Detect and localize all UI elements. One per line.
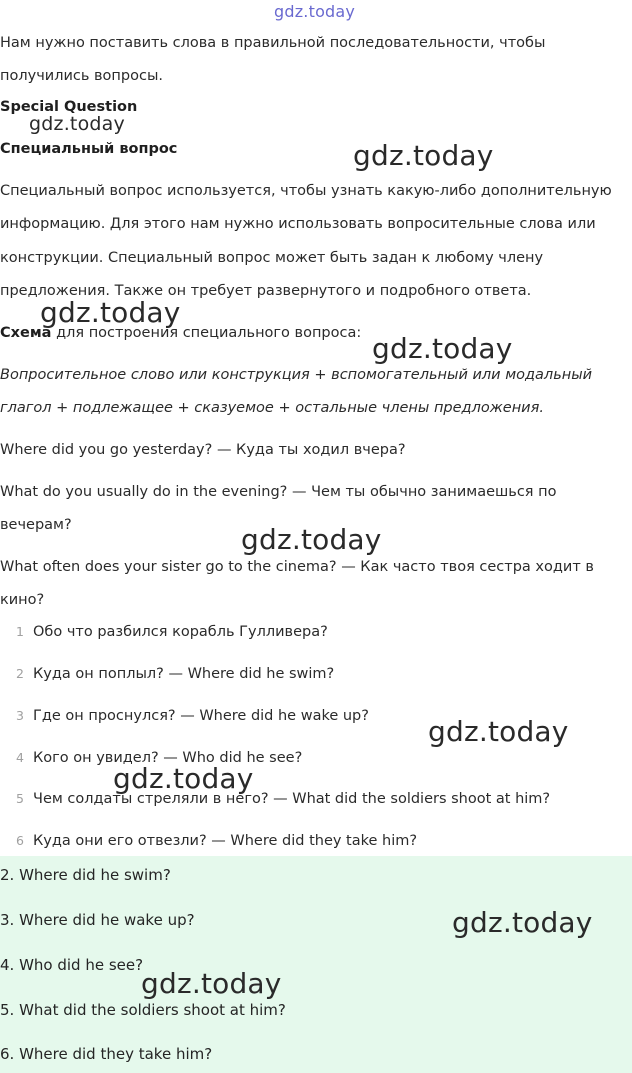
list-number: 5 [16, 791, 24, 806]
answer-item: 3. Where did he wake up? [0, 911, 195, 929]
watermark-1: gdz.today [29, 113, 125, 135]
answer-item: 5. What did the soldiers shoot at him? [0, 1001, 286, 1019]
desc-line-1: Специальный вопрос используется, чтобы узнать какую-либо дополнительную [0, 183, 612, 199]
example-2-line-2: вечерам? [0, 517, 72, 533]
example-2-line-1: What do you usually do in the evening? — Чем ты обычно занимаешься по [0, 484, 557, 500]
answer-item: 4. Who did he see? [0, 956, 144, 974]
desc-line-4: предложения. Также он требует развернутого и подробного ответа. [0, 283, 532, 299]
watermark-3: gdz.today [40, 296, 181, 329]
list-number: 2 [16, 666, 24, 681]
formula-line-1: Вопросительное слово или конструкция + вспомогательный или модальный [0, 367, 593, 383]
list-number: 3 [16, 708, 24, 723]
list-text: Обо что разбился корабль Гулливера? [33, 624, 328, 640]
watermark-8: gdz.today [452, 906, 593, 939]
watermark-2: gdz.today [353, 139, 494, 172]
list-text: Где он проснулся? — Where did he wake up? [33, 708, 369, 724]
answer-item: 2. Where did he swim? [0, 866, 171, 884]
list-text: Куда он поплыл? — Where did he swim? [33, 666, 335, 682]
list-text: Чем солдаты стреляли в него? — What did the soldiers shoot at him? [33, 791, 551, 807]
intro-line-2: получились вопросы. [0, 68, 164, 84]
scheme-label: Схема [0, 325, 52, 341]
watermark-5: gdz.today [241, 523, 382, 556]
example-3-line-2: кино? [0, 592, 45, 608]
watermark-4: gdz.today [372, 332, 513, 365]
list-number: 6 [16, 833, 24, 848]
formula-line-2: глагол + подлежащее + сказуемое + остальные члены предложения. [0, 400, 544, 416]
heading-special-question-ru: Специальный вопрос [0, 141, 178, 157]
list-number: 4 [16, 750, 24, 765]
watermark-6: gdz.today [428, 715, 569, 748]
scheme-line [0, 317, 361, 350]
watermark-9: gdz.today [141, 967, 282, 1000]
desc-line-3: конструкции. Специальный вопрос может быть задан к любому члену [0, 250, 544, 266]
list-text: Куда они его отвезли? — Where did they take him? [33, 833, 418, 849]
heading-special-question-en: Special Question [0, 99, 138, 115]
example-3-line-1: What often does your sister go to the cinema? — Как часто твоя сестра ходит в [0, 559, 594, 575]
intro-line-1: Нам нужно поставить слова в правильной последовательности, чтобы [0, 35, 546, 51]
desc-line-2: информацию. Для этого нам нужно использовать вопросительные слова или [0, 216, 596, 232]
answer-item: 6. Where did they take him? [0, 1045, 213, 1063]
example-1: Where did you go yesterday? — Куда ты ходил вчера? [0, 442, 406, 458]
scheme-rest: для построения специального вопроса: [51, 325, 362, 341]
list-text: Кого он увидел? — Who did he see? [33, 750, 303, 766]
watermark-7: gdz.today [113, 762, 254, 795]
list-number: 1 [16, 624, 24, 639]
watermark-top: gdz.today [274, 2, 356, 21]
